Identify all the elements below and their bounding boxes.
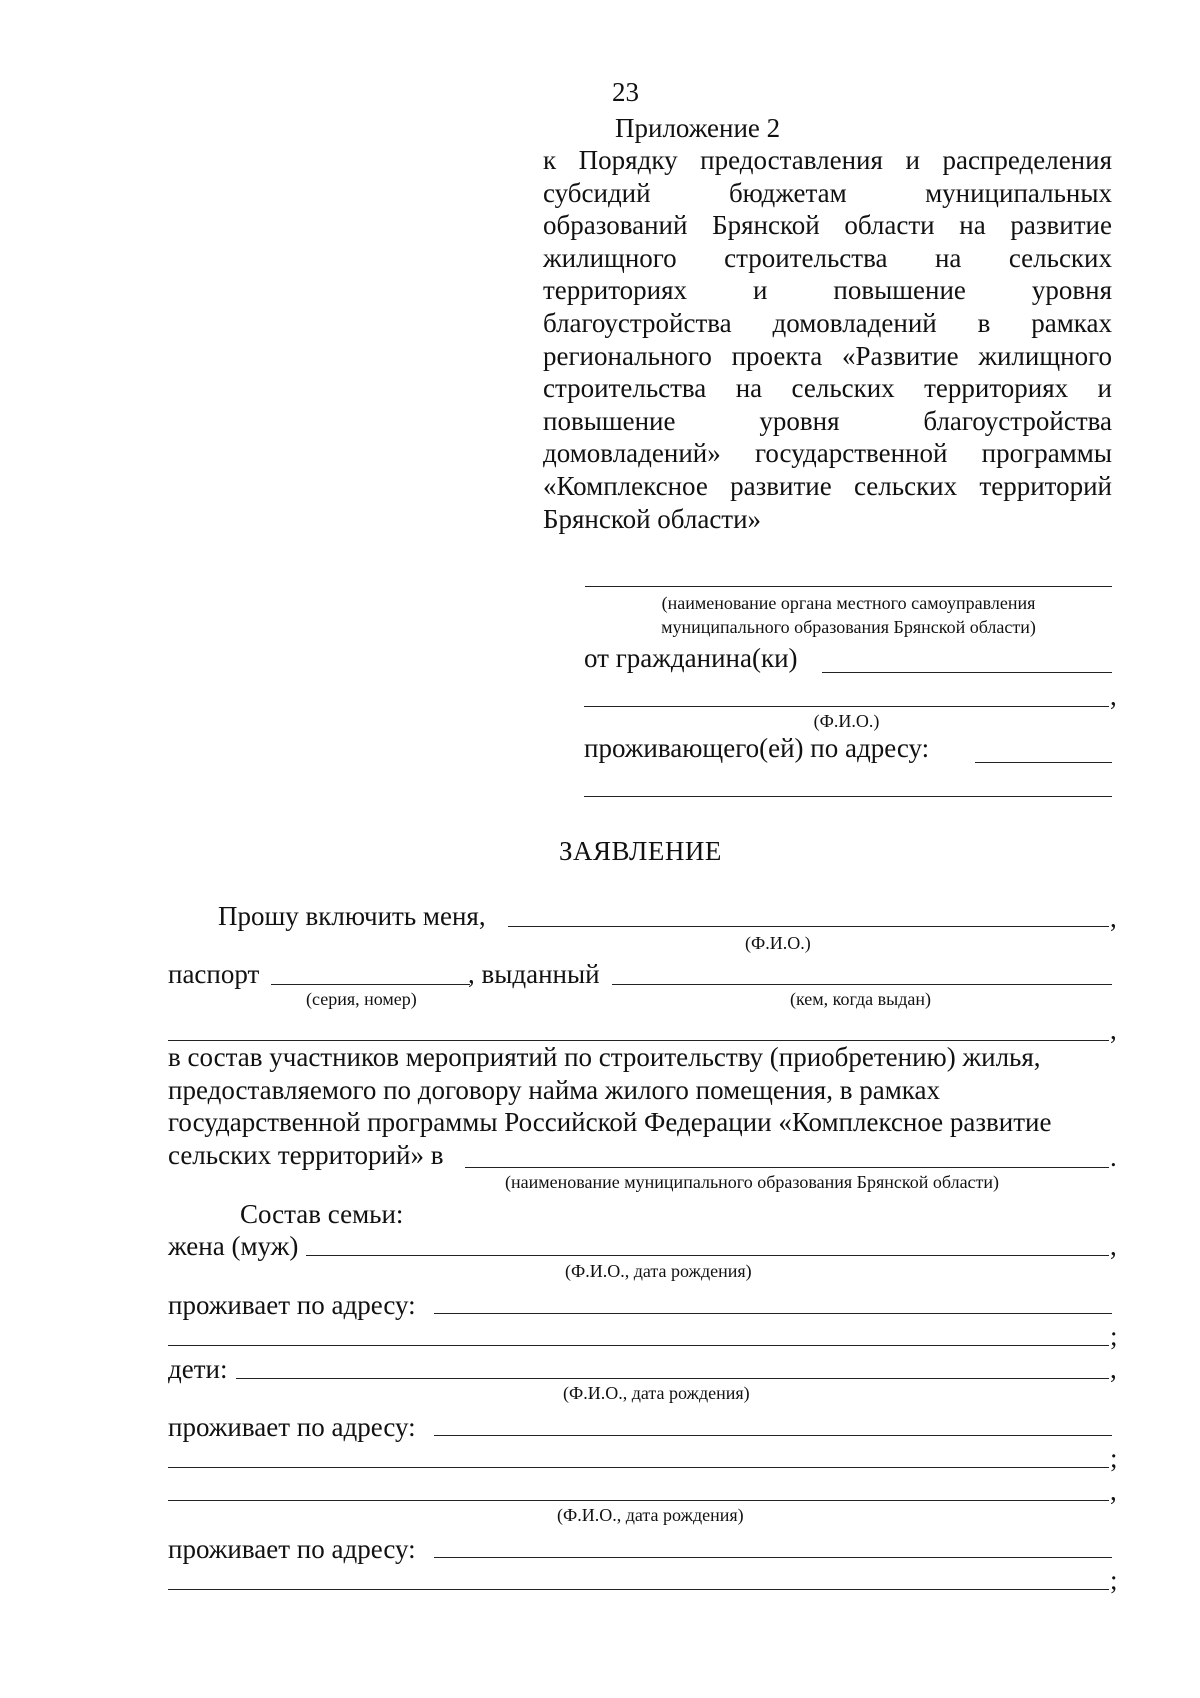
spouse-fio-line[interactable] bbox=[306, 1255, 1109, 1256]
child-2-address-line-2[interactable] bbox=[168, 1589, 1109, 1590]
child-2-address-line-1[interactable] bbox=[434, 1557, 1112, 1558]
org-caption-1: (наименование органа местного самоуправления bbox=[661, 593, 1036, 613]
child-2-comma: , bbox=[1110, 1476, 1117, 1506]
issued-by-comma: , bbox=[1110, 1015, 1117, 1045]
from-citizen-line[interactable] bbox=[822, 672, 1112, 673]
child-1-address-label: проживает по адресу: bbox=[168, 1412, 416, 1442]
paragraph-line-4: сельских территорий» в bbox=[168, 1140, 444, 1170]
child-1-address-line-1[interactable] bbox=[434, 1435, 1112, 1436]
child-2-fio-caption: (Ф.И.О., дата рождения) bbox=[557, 1505, 744, 1525]
municipality-period: . bbox=[1110, 1142, 1117, 1172]
child-1-address-semicolon: ; bbox=[1110, 1443, 1118, 1473]
request-fio-comma: , bbox=[1110, 903, 1117, 933]
page-number: 23 bbox=[612, 77, 639, 107]
residing-address-line-1[interactable] bbox=[975, 762, 1112, 763]
appendix-title: Приложение 2 bbox=[615, 113, 781, 143]
org-name-line[interactable] bbox=[585, 586, 1112, 587]
addressee-fio-caption: (Ф.И.О.) bbox=[813, 711, 880, 731]
paragraph-line-3: государственной программы Российской Федерации «Комплексное развитие bbox=[168, 1107, 1052, 1137]
spouse-address-label: проживает по адресу: bbox=[168, 1290, 416, 1320]
issued-by-line[interactable] bbox=[612, 984, 1112, 985]
residing-address-label: проживающего(ей) по адресу: bbox=[584, 733, 930, 763]
series-number-caption: (серия, номер) bbox=[306, 989, 417, 1009]
from-citizen-label: от гражданина(ки) bbox=[584, 643, 798, 673]
paragraph-line-1: в состав участников мероприятий по строительству (приобретению) жилья, bbox=[168, 1042, 1041, 1072]
child-2-address-label: проживает по адресу: bbox=[168, 1534, 416, 1564]
spouse-fio-caption: (Ф.И.О., дата рождения) bbox=[565, 1261, 752, 1281]
child-1-fio-caption: (Ф.И.О., дата рождения) bbox=[563, 1383, 750, 1403]
fio-line[interactable] bbox=[584, 706, 1109, 707]
municipality-line[interactable] bbox=[465, 1167, 1109, 1168]
child-2-fio-line[interactable] bbox=[168, 1500, 1109, 1501]
spouse-address-line-2[interactable] bbox=[168, 1345, 1109, 1346]
children-label: дети: bbox=[168, 1354, 228, 1384]
org-caption-2: муниципального образования Брянской области) bbox=[661, 617, 1036, 637]
spouse-address-line-1[interactable] bbox=[434, 1313, 1112, 1314]
spouse-address-semicolon: ; bbox=[1110, 1321, 1118, 1351]
spouse-comma: , bbox=[1110, 1231, 1117, 1261]
child-1-comma: , bbox=[1110, 1354, 1117, 1384]
child-1-fio-line[interactable] bbox=[236, 1378, 1109, 1379]
municipality-caption: (наименование муниципального образования Брянской области) bbox=[505, 1172, 1000, 1192]
family-heading: Состав семьи: bbox=[240, 1199, 404, 1229]
issued-by-caption: (кем, когда выдан) bbox=[790, 989, 932, 1009]
passport-number-line[interactable] bbox=[271, 984, 470, 985]
request-fio-caption: (Ф.И.О.) bbox=[745, 933, 811, 953]
appendix-text: к Порядку предоставления и распределения субсидий бюджетам муниципальных образований Брянской области на развитие жилищного строительства на сельских территориях и повышение уровня благоустройства домовладений в рамках регионального проекта «Развитие жилищного строительства на сельских территориях и повышение уровня благоустройства домовладений» государственной программы «Комплексное развитие сельских территорий Брянской области» bbox=[543, 145, 1112, 534]
document-title: ЗАЯВЛЕНИЕ bbox=[559, 836, 722, 866]
request-intro: Прошу включить меня, bbox=[218, 901, 486, 931]
child-1-address-line-2[interactable] bbox=[168, 1467, 1109, 1468]
request-paragraph bbox=[168, 1041, 1114, 1139]
request-fio-line[interactable] bbox=[508, 926, 1109, 927]
paragraph-line-2: предоставляемого по договору найма жилого помещения, в рамках bbox=[168, 1074, 940, 1105]
issued-label: , выданный bbox=[468, 959, 600, 989]
child-2-address-semicolon: ; bbox=[1110, 1565, 1118, 1595]
spouse-label: жена (муж) bbox=[168, 1231, 299, 1261]
fio-line-comma: , bbox=[1110, 681, 1117, 711]
residing-address-line-2[interactable] bbox=[584, 796, 1112, 797]
passport-label: паспорт bbox=[168, 959, 260, 989]
